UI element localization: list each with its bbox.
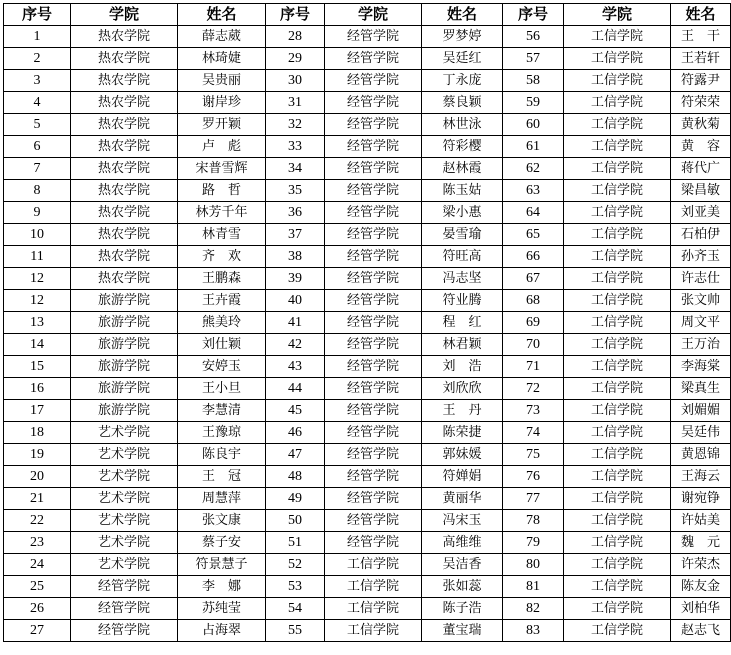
name-cell: 王卉霞 (178, 290, 266, 312)
index-cell: 42 (266, 334, 325, 356)
name-cell: 黄 容 (671, 136, 731, 158)
table-row (4, 510, 731, 532)
name-cell: 蒋代广 (671, 158, 731, 180)
name-cell: 李 娜 (178, 576, 266, 598)
index-cell: 34 (266, 158, 325, 180)
name-cell: 刘亚美 (671, 202, 731, 224)
index-cell: 12 (4, 290, 71, 312)
college-cell: 工信学院 (564, 180, 671, 202)
table-row (4, 356, 731, 378)
name-cell: 冯宋玉 (422, 510, 503, 532)
name-cell: 吴洁香 (422, 554, 503, 576)
header-index-1: 序号 (4, 4, 71, 26)
college-cell: 经管学院 (71, 620, 178, 642)
name-cell: 黄恩锦 (671, 444, 731, 466)
name-cell: 王 丹 (422, 400, 503, 422)
index-cell: 18 (4, 422, 71, 444)
college-cell: 经管学院 (325, 268, 422, 290)
college-cell: 艺术学院 (71, 422, 178, 444)
college-cell: 工信学院 (564, 136, 671, 158)
college-cell: 工信学院 (564, 70, 671, 92)
college-cell: 热农学院 (71, 158, 178, 180)
name-cell: 王万治 (671, 334, 731, 356)
table-row (4, 488, 731, 510)
college-cell: 工信学院 (564, 246, 671, 268)
index-cell: 2 (4, 48, 71, 70)
index-cell: 83 (503, 620, 564, 642)
index-cell: 16 (4, 378, 71, 400)
college-cell: 旅游学院 (71, 378, 178, 400)
name-cell: 刘仕颖 (178, 334, 266, 356)
index-cell: 47 (266, 444, 325, 466)
name-cell: 王海云 (671, 466, 731, 488)
index-cell: 69 (503, 312, 564, 334)
name-cell: 刘柏华 (671, 598, 731, 620)
college-cell: 经管学院 (325, 444, 422, 466)
name-cell: 王鹏森 (178, 268, 266, 290)
index-cell: 19 (4, 444, 71, 466)
college-cell: 经管学院 (325, 48, 422, 70)
college-cell: 工信学院 (564, 290, 671, 312)
college-cell: 艺术学院 (71, 488, 178, 510)
college-cell: 工信学院 (564, 26, 671, 48)
index-cell: 56 (503, 26, 564, 48)
name-cell: 梁小惠 (422, 202, 503, 224)
index-cell: 59 (503, 92, 564, 114)
college-cell: 热农学院 (71, 268, 178, 290)
college-cell: 工信学院 (325, 576, 422, 598)
index-cell: 73 (503, 400, 564, 422)
name-cell: 蔡良颖 (422, 92, 503, 114)
name-cell: 石柏伊 (671, 224, 731, 246)
name-cell: 罗开颖 (178, 114, 266, 136)
table-row (4, 576, 731, 598)
name-cell: 安婷玉 (178, 356, 266, 378)
name-cell: 符婵娟 (422, 466, 503, 488)
college-cell: 艺术学院 (71, 466, 178, 488)
index-cell: 38 (266, 246, 325, 268)
index-cell: 65 (503, 224, 564, 246)
college-cell: 工信学院 (564, 312, 671, 334)
index-cell: 54 (266, 598, 325, 620)
index-cell: 74 (503, 422, 564, 444)
index-cell: 62 (503, 158, 564, 180)
header-row (4, 4, 731, 26)
college-cell: 经管学院 (325, 246, 422, 268)
name-cell: 王小旦 (178, 378, 266, 400)
college-cell: 工信学院 (564, 422, 671, 444)
table-row (4, 532, 731, 554)
name-cell: 王豫琼 (178, 422, 266, 444)
name-cell: 黄秋菊 (671, 114, 731, 136)
college-cell: 经管学院 (325, 466, 422, 488)
college-cell: 工信学院 (564, 444, 671, 466)
name-cell: 王若轩 (671, 48, 731, 70)
index-cell: 51 (266, 532, 325, 554)
name-cell: 齐 欢 (178, 246, 266, 268)
name-cell: 程 红 (422, 312, 503, 334)
name-cell: 刘媚媚 (671, 400, 731, 422)
name-cell: 陈子浩 (422, 598, 503, 620)
name-cell: 符景慧子 (178, 554, 266, 576)
index-cell: 4 (4, 92, 71, 114)
college-cell: 工信学院 (564, 576, 671, 598)
name-cell: 李海棠 (671, 356, 731, 378)
college-cell: 工信学院 (564, 158, 671, 180)
college-cell: 经管学院 (325, 532, 422, 554)
index-cell: 25 (4, 576, 71, 598)
table-row (4, 180, 731, 202)
table-row (4, 136, 731, 158)
college-cell: 经管学院 (325, 202, 422, 224)
index-cell: 57 (503, 48, 564, 70)
table-row (4, 444, 731, 466)
index-cell: 49 (266, 488, 325, 510)
index-cell: 66 (503, 246, 564, 268)
name-cell: 王 干 (671, 26, 731, 48)
index-cell: 10 (4, 224, 71, 246)
index-cell: 68 (503, 290, 564, 312)
index-cell: 35 (266, 180, 325, 202)
index-cell: 61 (503, 136, 564, 158)
table-body (4, 26, 731, 642)
name-cell: 李慧清 (178, 400, 266, 422)
college-cell: 经管学院 (325, 378, 422, 400)
index-cell: 5 (4, 114, 71, 136)
table-row (4, 400, 731, 422)
header-college-1: 学院 (71, 4, 178, 26)
college-cell: 艺术学院 (71, 554, 178, 576)
index-cell: 64 (503, 202, 564, 224)
name-cell: 张如蕊 (422, 576, 503, 598)
name-cell: 符业腾 (422, 290, 503, 312)
index-cell: 63 (503, 180, 564, 202)
college-cell: 经管学院 (325, 510, 422, 532)
table-row (4, 114, 731, 136)
index-cell: 28 (266, 26, 325, 48)
header-name-1: 姓名 (178, 4, 266, 26)
name-cell: 卢 彪 (178, 136, 266, 158)
index-cell: 46 (266, 422, 325, 444)
name-cell: 董宝瑞 (422, 620, 503, 642)
index-cell: 79 (503, 532, 564, 554)
college-cell: 旅游学院 (71, 356, 178, 378)
table-row (4, 620, 731, 642)
college-cell: 热农学院 (71, 92, 178, 114)
college-cell: 热农学院 (71, 180, 178, 202)
college-cell: 热农学院 (71, 114, 178, 136)
name-cell: 薛志葳 (178, 26, 266, 48)
index-cell: 8 (4, 180, 71, 202)
table-row (4, 268, 731, 290)
header-index-2: 序号 (266, 4, 325, 26)
table-row (4, 466, 731, 488)
college-cell: 经管学院 (325, 70, 422, 92)
index-cell: 76 (503, 466, 564, 488)
table-row (4, 312, 731, 334)
index-cell: 70 (503, 334, 564, 356)
index-cell: 24 (4, 554, 71, 576)
college-cell: 热农学院 (71, 136, 178, 158)
name-cell: 熊美玲 (178, 312, 266, 334)
index-cell: 13 (4, 312, 71, 334)
name-cell: 林世泳 (422, 114, 503, 136)
index-cell: 40 (266, 290, 325, 312)
table-row (4, 70, 731, 92)
name-cell: 梁昌敏 (671, 180, 731, 202)
name-cell: 符露尹 (671, 70, 731, 92)
index-cell: 52 (266, 554, 325, 576)
index-cell: 31 (266, 92, 325, 114)
name-cell: 谢宛铮 (671, 488, 731, 510)
college-cell: 经管学院 (325, 422, 422, 444)
college-cell: 艺术学院 (71, 532, 178, 554)
name-cell: 孙齐玉 (671, 246, 731, 268)
college-cell: 经管学院 (325, 290, 422, 312)
college-cell: 热农学院 (71, 224, 178, 246)
college-cell: 经管学院 (325, 180, 422, 202)
college-cell: 工信学院 (564, 466, 671, 488)
name-cell: 张文康 (178, 510, 266, 532)
index-cell: 75 (503, 444, 564, 466)
name-cell: 陈友金 (671, 576, 731, 598)
name-cell: 周文平 (671, 312, 731, 334)
index-cell: 7 (4, 158, 71, 180)
index-cell: 21 (4, 488, 71, 510)
name-cell: 罗梦婷 (422, 26, 503, 48)
college-cell: 工信学院 (564, 202, 671, 224)
name-cell: 蔡子安 (178, 532, 266, 554)
name-cell: 林君颖 (422, 334, 503, 356)
index-cell: 27 (4, 620, 71, 642)
name-cell: 冯志坚 (422, 268, 503, 290)
college-cell: 工信学院 (564, 224, 671, 246)
college-cell: 工信学院 (564, 554, 671, 576)
college-cell: 热农学院 (71, 202, 178, 224)
college-cell: 经管学院 (325, 488, 422, 510)
name-cell: 许志仕 (671, 268, 731, 290)
college-cell: 经管学院 (325, 114, 422, 136)
college-cell: 经管学院 (325, 26, 422, 48)
index-cell: 60 (503, 114, 564, 136)
table-row (4, 92, 731, 114)
name-cell: 许荣杰 (671, 554, 731, 576)
name-cell: 吴贵丽 (178, 70, 266, 92)
college-cell: 工信学院 (325, 620, 422, 642)
name-cell: 吴廷红 (422, 48, 503, 70)
index-cell: 1 (4, 26, 71, 48)
college-cell: 工信学院 (564, 620, 671, 642)
name-cell: 刘欣欣 (422, 378, 503, 400)
college-cell: 热农学院 (71, 246, 178, 268)
index-cell: 67 (503, 268, 564, 290)
college-cell: 工信学院 (564, 268, 671, 290)
name-cell: 陈荣捷 (422, 422, 503, 444)
college-cell: 工信学院 (325, 554, 422, 576)
table-row (4, 378, 731, 400)
college-cell: 旅游学院 (71, 290, 178, 312)
college-cell: 经管学院 (71, 576, 178, 598)
name-cell: 宋普雪辉 (178, 158, 266, 180)
college-cell: 工信学院 (564, 532, 671, 554)
index-cell: 22 (4, 510, 71, 532)
index-cell: 11 (4, 246, 71, 268)
index-cell: 41 (266, 312, 325, 334)
college-cell: 工信学院 (564, 356, 671, 378)
index-cell: 6 (4, 136, 71, 158)
index-cell: 39 (266, 268, 325, 290)
college-cell: 艺术学院 (71, 510, 178, 532)
table-row (4, 224, 731, 246)
name-cell: 许姑美 (671, 510, 731, 532)
index-cell: 3 (4, 70, 71, 92)
name-cell: 晏雪瑜 (422, 224, 503, 246)
name-cell: 魏 元 (671, 532, 731, 554)
index-cell: 33 (266, 136, 325, 158)
college-cell: 旅游学院 (71, 334, 178, 356)
index-cell: 23 (4, 532, 71, 554)
index-cell: 12 (4, 268, 71, 290)
name-cell: 高维维 (422, 532, 503, 554)
table-row (4, 290, 731, 312)
name-cell: 林青雪 (178, 224, 266, 246)
college-cell: 艺术学院 (71, 444, 178, 466)
college-cell: 工信学院 (564, 48, 671, 70)
name-cell: 陈玉姑 (422, 180, 503, 202)
index-cell: 58 (503, 70, 564, 92)
college-cell: 工信学院 (564, 114, 671, 136)
table-row (4, 334, 731, 356)
table-row (4, 202, 731, 224)
table-row (4, 422, 731, 444)
name-cell: 王 冠 (178, 466, 266, 488)
college-cell: 工信学院 (564, 488, 671, 510)
table-row (4, 554, 731, 576)
header-college-2: 学院 (325, 4, 422, 26)
index-cell: 9 (4, 202, 71, 224)
college-cell: 工信学院 (564, 510, 671, 532)
header-name-2: 姓名 (422, 4, 503, 26)
college-cell: 热农学院 (71, 26, 178, 48)
index-cell: 80 (503, 554, 564, 576)
college-cell: 经管学院 (325, 136, 422, 158)
index-cell: 14 (4, 334, 71, 356)
name-cell: 周慧萍 (178, 488, 266, 510)
index-cell: 78 (503, 510, 564, 532)
table-row (4, 26, 731, 48)
name-cell: 占海翠 (178, 620, 266, 642)
college-cell: 工信学院 (564, 378, 671, 400)
name-cell: 黄丽华 (422, 488, 503, 510)
college-cell: 工信学院 (564, 400, 671, 422)
index-cell: 77 (503, 488, 564, 510)
index-cell: 45 (266, 400, 325, 422)
college-cell: 工信学院 (325, 598, 422, 620)
index-cell: 17 (4, 400, 71, 422)
college-cell: 旅游学院 (71, 400, 178, 422)
college-cell: 热农学院 (71, 70, 178, 92)
name-cell: 路 哲 (178, 180, 266, 202)
name-cell: 符旺高 (422, 246, 503, 268)
name-cell: 林芳千年 (178, 202, 266, 224)
name-cell: 郭妹媛 (422, 444, 503, 466)
name-cell: 符彩樱 (422, 136, 503, 158)
table-row (4, 598, 731, 620)
index-cell: 53 (266, 576, 325, 598)
index-cell: 32 (266, 114, 325, 136)
index-cell: 72 (503, 378, 564, 400)
index-cell: 50 (266, 510, 325, 532)
name-cell: 张文帅 (671, 290, 731, 312)
college-cell: 热农学院 (71, 48, 178, 70)
index-cell: 44 (266, 378, 325, 400)
header-index-3: 序号 (503, 4, 564, 26)
table-row (4, 48, 731, 70)
header-college-3: 学院 (564, 4, 671, 26)
index-cell: 48 (266, 466, 325, 488)
college-cell: 经管学院 (325, 224, 422, 246)
index-cell: 37 (266, 224, 325, 246)
name-cell: 刘 浩 (422, 356, 503, 378)
index-cell: 29 (266, 48, 325, 70)
college-cell: 经管学院 (71, 598, 178, 620)
index-cell: 36 (266, 202, 325, 224)
index-cell: 81 (503, 576, 564, 598)
college-cell: 经管学院 (325, 312, 422, 334)
name-cell: 梁真生 (671, 378, 731, 400)
name-cell: 丁永庞 (422, 70, 503, 92)
name-cell: 陈良宇 (178, 444, 266, 466)
college-cell: 工信学院 (564, 334, 671, 356)
index-cell: 20 (4, 466, 71, 488)
college-cell: 工信学院 (564, 92, 671, 114)
college-cell: 旅游学院 (71, 312, 178, 334)
name-cell: 吴廷伟 (671, 422, 731, 444)
name-cell: 符荣荣 (671, 92, 731, 114)
table-row (4, 246, 731, 268)
name-cell: 苏纯莹 (178, 598, 266, 620)
name-cell: 林琦婕 (178, 48, 266, 70)
name-cell: 谢岸珍 (178, 92, 266, 114)
college-cell: 经管学院 (325, 400, 422, 422)
index-cell: 71 (503, 356, 564, 378)
name-cell: 赵林霞 (422, 158, 503, 180)
header-name-3: 姓名 (671, 4, 731, 26)
college-cell: 经管学院 (325, 356, 422, 378)
college-cell: 工信学院 (564, 598, 671, 620)
college-cell: 经管学院 (325, 158, 422, 180)
index-cell: 30 (266, 70, 325, 92)
name-cell: 赵志飞 (671, 620, 731, 642)
table-row (4, 158, 731, 180)
index-cell: 82 (503, 598, 564, 620)
index-cell: 15 (4, 356, 71, 378)
college-cell: 经管学院 (325, 334, 422, 356)
student-list-table (3, 3, 731, 642)
college-cell: 经管学院 (325, 92, 422, 114)
index-cell: 26 (4, 598, 71, 620)
index-cell: 43 (266, 356, 325, 378)
index-cell: 55 (266, 620, 325, 642)
